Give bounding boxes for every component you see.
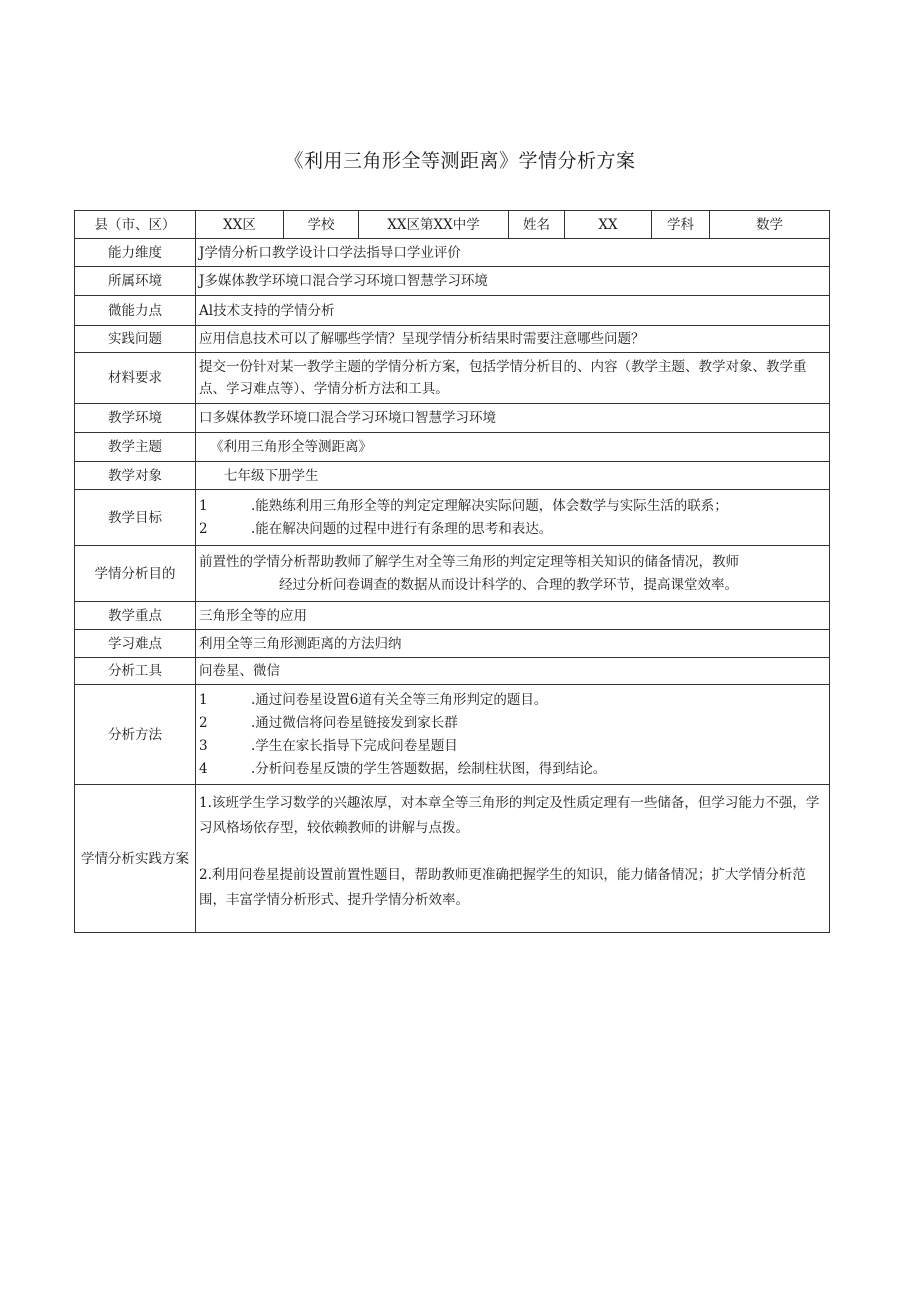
- teach-env-label: 教学环境: [75, 404, 196, 433]
- key-point-label: 教学重点: [75, 602, 196, 630]
- topic-label: 教学主题: [75, 433, 196, 462]
- row-key-point: [75, 602, 830, 630]
- row-environment: [75, 267, 830, 296]
- purpose-label: 学情分析目的: [75, 546, 196, 602]
- row-micro: [75, 296, 830, 326]
- material-value: 提交一份针对某一教学主题的学情分析方案，包括学情分析目的、内容（教学主题、教学对象、教学重点、学习难点等）、学情分析方法和工具。: [196, 353, 830, 404]
- page-title: 《利用三角形全等测距离》学情分析方案: [284, 150, 636, 172]
- row-topic: [75, 433, 830, 462]
- county-value: XX区: [196, 211, 284, 239]
- name-value: XX: [565, 211, 652, 239]
- plan-paragraph-1: 1.该班学生学习数学的兴趣浓厚，对本章全等三角形的判定及性质定理有一些储备，但学习能力不强，学习风格场依存型，较依赖教师的讲解与点拨。: [199, 795, 820, 836]
- plan-label: 学情分析实践方案: [75, 785, 196, 933]
- micro-label: 微能力点: [75, 296, 196, 326]
- row-target: [75, 462, 830, 490]
- difficulty-label: 学习难点: [75, 630, 196, 658]
- header-row: [75, 211, 830, 239]
- method-item: [199, 712, 826, 735]
- goal-number: 1: [199, 497, 208, 514]
- purpose-value: [196, 546, 830, 602]
- purpose-line-2: 经过分析问卷调查的数据从而设计科学的、合理的教学环节，提高课堂效率。: [279, 576, 738, 593]
- purpose-line-1: 前置性的学情分析帮助教师了解学生对全等三角形的判定定理等相关知识的储备情况，教师: [199, 553, 739, 570]
- goal-item: [199, 518, 826, 541]
- method-item: [199, 735, 826, 758]
- goal-text: .能在解决问题的过程中进行有条理的思考和表达。: [251, 520, 553, 537]
- goal-text: .能熟练利用三角形全等的判定定理解决实际问题，体会数学与实际生活的联系；: [251, 497, 728, 514]
- environment-label: 所属环境: [75, 267, 196, 296]
- subject-label: 学科: [652, 211, 710, 239]
- goal-number: 2: [199, 520, 208, 537]
- row-purpose: [75, 546, 830, 602]
- target-label: 教学对象: [75, 462, 196, 490]
- subject-value: 数学: [710, 211, 830, 239]
- row-material: [75, 353, 830, 404]
- key-point-value: 三角形全等的应用: [196, 602, 830, 630]
- goal-item: [199, 495, 826, 518]
- environment-value: J多媒体教学环境口混合学习环境口智慧学习环境: [196, 267, 830, 296]
- method-item: [199, 758, 826, 781]
- analysis-form-table: [74, 210, 830, 933]
- method-text: .分析问卷星反馈的学生答题数据，绘制柱状图，得到结论。: [251, 760, 607, 777]
- school-value: XX区第XX中学: [359, 211, 509, 239]
- tools-label: 分析工具: [75, 658, 196, 685]
- name-label: 姓名: [509, 211, 565, 239]
- ability-value: J学情分析口教学设计口学法指导口学业评价: [196, 239, 830, 267]
- target-value: 七年级下册学生: [196, 462, 830, 490]
- methods-list: [196, 685, 830, 785]
- methods-label: 分析方法: [75, 685, 196, 785]
- row-practice: [75, 326, 830, 353]
- topic-value: 《利用三角形全等测距离》: [196, 433, 830, 462]
- method-text: .学生在家长指导下完成问卷星题目: [251, 737, 458, 754]
- school-label: 学校: [284, 211, 359, 239]
- practice-label: 实践问题: [75, 326, 196, 353]
- plan-paragraph-2: 2.利用问卷星提前设置前置性题目，帮助教师更准确把握学生的知识，能力储备情况；扩大学情分析范围，丰富学情分析形式、提升学情分析效率。: [199, 867, 806, 908]
- row-plan: [75, 785, 830, 933]
- method-number: 4: [199, 760, 208, 777]
- row-teach-env: [75, 404, 830, 433]
- row-ability: [75, 239, 830, 267]
- method-number: 3: [199, 737, 208, 754]
- method-text: .通过微信将问卷星链接发到家长群: [251, 714, 458, 731]
- method-number: 1: [199, 691, 208, 708]
- method-number: 2: [199, 714, 208, 731]
- method-text: .通过问卷星设置6道有关全等三角形判定的题目。: [251, 691, 548, 708]
- difficulty-value: 利用全等三角形测距离的方法归纳: [196, 630, 830, 658]
- row-tools: [75, 658, 830, 685]
- row-goals: [75, 490, 830, 546]
- practice-value: 应用信息技术可以了解哪些学情？呈现学情分析结果时需要注意哪些问题？: [196, 326, 830, 353]
- county-label: 县（市、区）: [75, 211, 196, 239]
- tools-value: 问卷星、微信: [196, 658, 830, 685]
- row-difficulty: [75, 630, 830, 658]
- ability-label: 能力维度: [75, 239, 196, 267]
- method-item: [199, 689, 826, 712]
- plan-value: [196, 785, 830, 933]
- micro-value: Al技术支持的学情分析: [196, 296, 830, 326]
- goals-label: 教学目标: [75, 490, 196, 546]
- goals-list: [196, 490, 830, 546]
- material-label: 材料要求: [75, 353, 196, 404]
- teach-env-value: 口多媒体教学环境口混合学习环境口智慧学习环境: [196, 404, 830, 433]
- row-methods: [75, 685, 830, 785]
